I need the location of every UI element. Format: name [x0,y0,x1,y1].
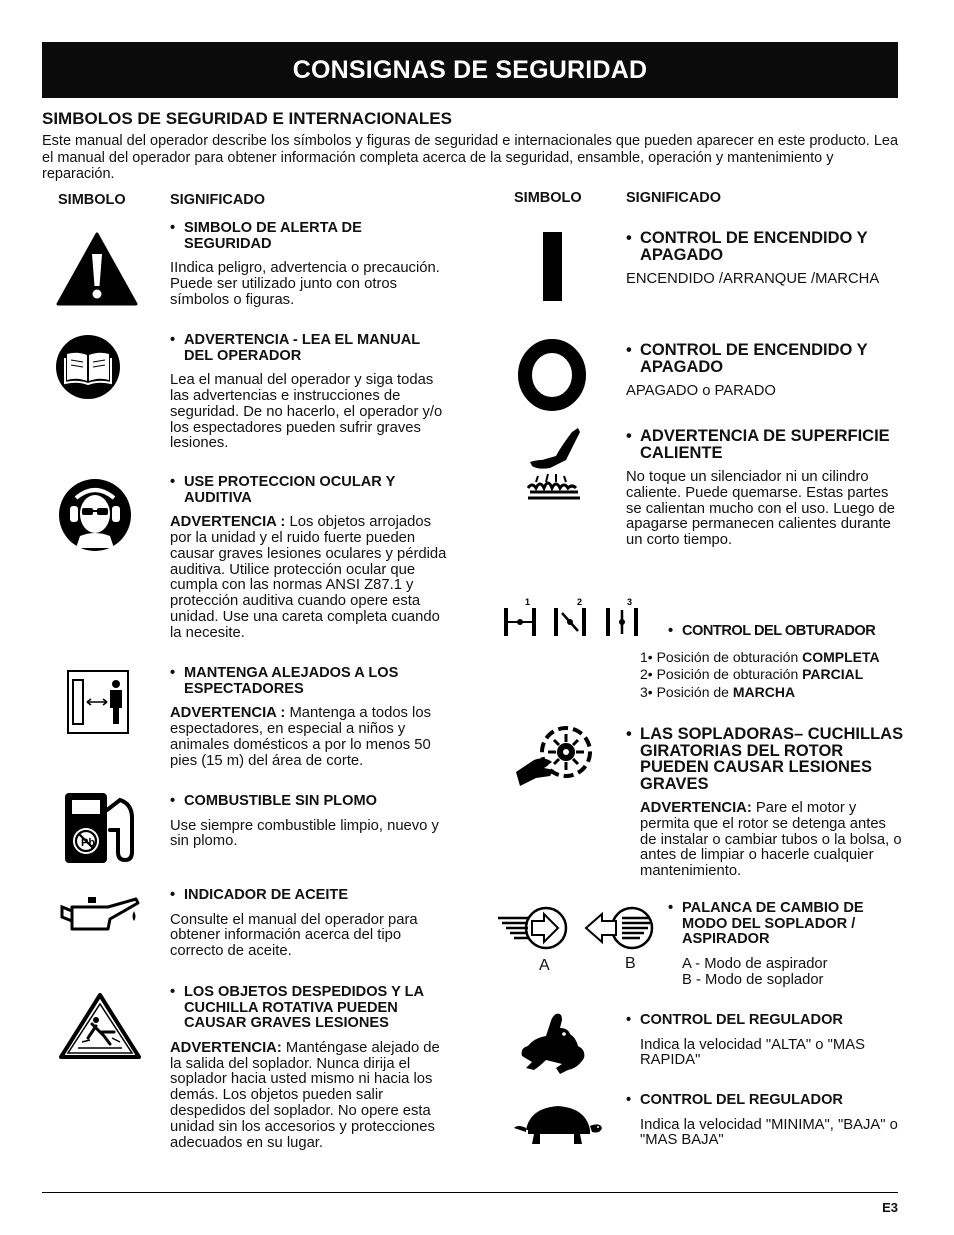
rabbit-fast-icon [516,1010,588,1076]
left-symbol-header: SIMBOLO [58,192,126,208]
keep-bystanders-away-icon [67,670,129,734]
hot-surface-icon [522,426,586,508]
warning-triangle-icon [56,232,138,306]
rotor-entry: • LAS SOPLADORAS– CUCHILLAS GIRATORIAS DEL ROTOR PUEDEN CAUSAR LESIONES GRAVES ADVERTENCIA: Pare el motor y permita que el rotor se detenga antes de instalar o cambiar tubos o la bolsa, o antes de limpiar o hacerle cualquier mantenimiento. [626,726,906,880]
eye-ear-protection-icon [58,478,132,552]
read-manual-entry: • ADVERTENCIA - LEA EL MANUAL DEL OPERADOR Lea el manual del operador y siga todas las advertencias e instrucciones de seguridad. De no hacerlo, el operador y/o los espectadores pueden sufrir graves lesiones. [170,333,450,452]
choke-number-1: 1 [525,597,531,607]
vacuum-mode-icon [496,904,570,952]
page-title: CONSIGNAS DE SEGURIDAD [292,55,648,84]
choke-entry: • CONTROL DEL OBTURADOR [668,624,918,640]
footer-divider [42,1192,898,1193]
unleaded-fuel-pump-icon [62,790,142,866]
choke-position-1: 1• Posición de obturación COMPLETA [640,649,880,665]
oil-can-icon [60,895,140,935]
throttle-slow-entry: • CONTROL DEL REGULADOR Indica la velocidad "MINIMA", "BAJA" o "MAS BAJA" [626,1093,906,1149]
intro-paragraph: Este manual del operador describe los símbolos y figuras de seguridad e internacionales que pueden aparecer en este producto. Lea el manual del operador para obtener información completa acerca de la seguridad, ensamble, operación y mantenimiento y reparación. [42,133,899,182]
turtle-slow-icon [508,1102,604,1146]
power-on-entry: • CONTROL DE ENCENDIDO Y APAGADO ENCENDIDO /ARRANQUE /MARCHA [626,230,906,288]
page-title-bar [42,42,898,98]
bystanders-entry: • MANTENGA ALEJADOS A LOS ESPECTADORES ADVERTENCIA : Mantenga a todos los espectadores, en especial a niños y animales domésticos a por lo menos 50 pies (15 m) del área de corte. [170,666,450,769]
left-meaning-header: SIGNIFICADO [170,192,266,208]
svg-text:Pb: Pb [81,837,96,849]
thrown-objects-entry: • LOS OBJETOS DESPEDIDOS Y LA CUCHILLA ROTATIVA PUEDEN CAUSAR GRAVES LESIONES ADVERTENCIA: Manténgase alejado de la salida del soplador. Nunca dirija el soplador hacia usted mismo ni hacia los demás. Los objetos pueden salir despedidos del soplador. No opere esta unidad sin los accesorios y protecciones adecuados en su lugar. [170,985,450,1151]
mode-label-a: A [539,957,550,974]
choke-positions-icon [502,596,642,640]
power-off-entry: • CONTROL DE ENCENDIDO Y APAGADO APAGADO o PARADO [626,342,906,400]
choke-number-2: 2 [577,597,583,607]
choke-position-3: 3• Posición de MARCHA [640,684,796,700]
right-symbol-header: SIMBOLO [514,190,582,206]
power-off-symbol-icon [517,339,587,411]
hot-surface-entry: • ADVERTENCIA DE SUPERFICIE CALIENTE No toque un silenciador ni un cilindro caliente. Puede quemarse. Estas partes se calientan mucho con el uso. Luego de apagarse permanecen calientes durante un corto tiempo. [626,428,906,549]
oil-entry: • INDICADOR DE ACEITE Consulte el manual del operador para obtener información acerca del tipo correcto de aceite. [170,888,450,960]
mode-label-b: B [625,955,636,972]
choke-position-2: 2• Posición de obturación PARCIAL [640,666,864,682]
choke-number-3: 3 [627,597,633,607]
rotating-rotor-hand-icon [514,722,594,788]
blower-mode-icon [582,904,656,952]
alert-entry: • SIMBOLO DE ALERTA DE SEGURIDAD IIndica peligro, advertencia o precaución. Puede ser utilizado junto con otros símbolos o figuras. [170,221,450,309]
fuel-entry: • COMBUSTIBLE SIN PLOMO Use siempre combustible limpio, nuevo y sin plomo. [170,794,450,850]
thrown-objects-warning-icon [58,992,142,1060]
section-heading: SIMBOLOS DE SEGURIDAD E INTERNACIONALES [42,109,452,128]
read-manual-icon [55,334,121,400]
power-on-symbol-icon [543,232,563,302]
page-number: E3 [882,1200,898,1215]
throttle-fast-entry: • CONTROL DEL REGULADOR Indica la velocidad "ALTA" o "MAS RAPIDA" [626,1013,906,1069]
right-meaning-header: SIGNIFICADO [626,190,722,206]
eye-ear-entry: • USE PROTECCION OCULAR Y AUDITIVA ADVERTENCIA : Los objetos arrojados por la unidad y el ruido fuerte pueden causar graves lesiones oculares y pérdida auditiva. Utilice protección ocular que cumpla con las normas ANSI Z87.1 y protección auditiva cuando opere esta unidad. Use una careta completa cuando la necesite. [170,475,450,642]
mode-lever-entry: • PALANCA DE CAMBIO DE MODO DEL SOPLADOR / ASPIRADOR A - Modo de aspirador B - Modo de soplador [668,901,908,988]
